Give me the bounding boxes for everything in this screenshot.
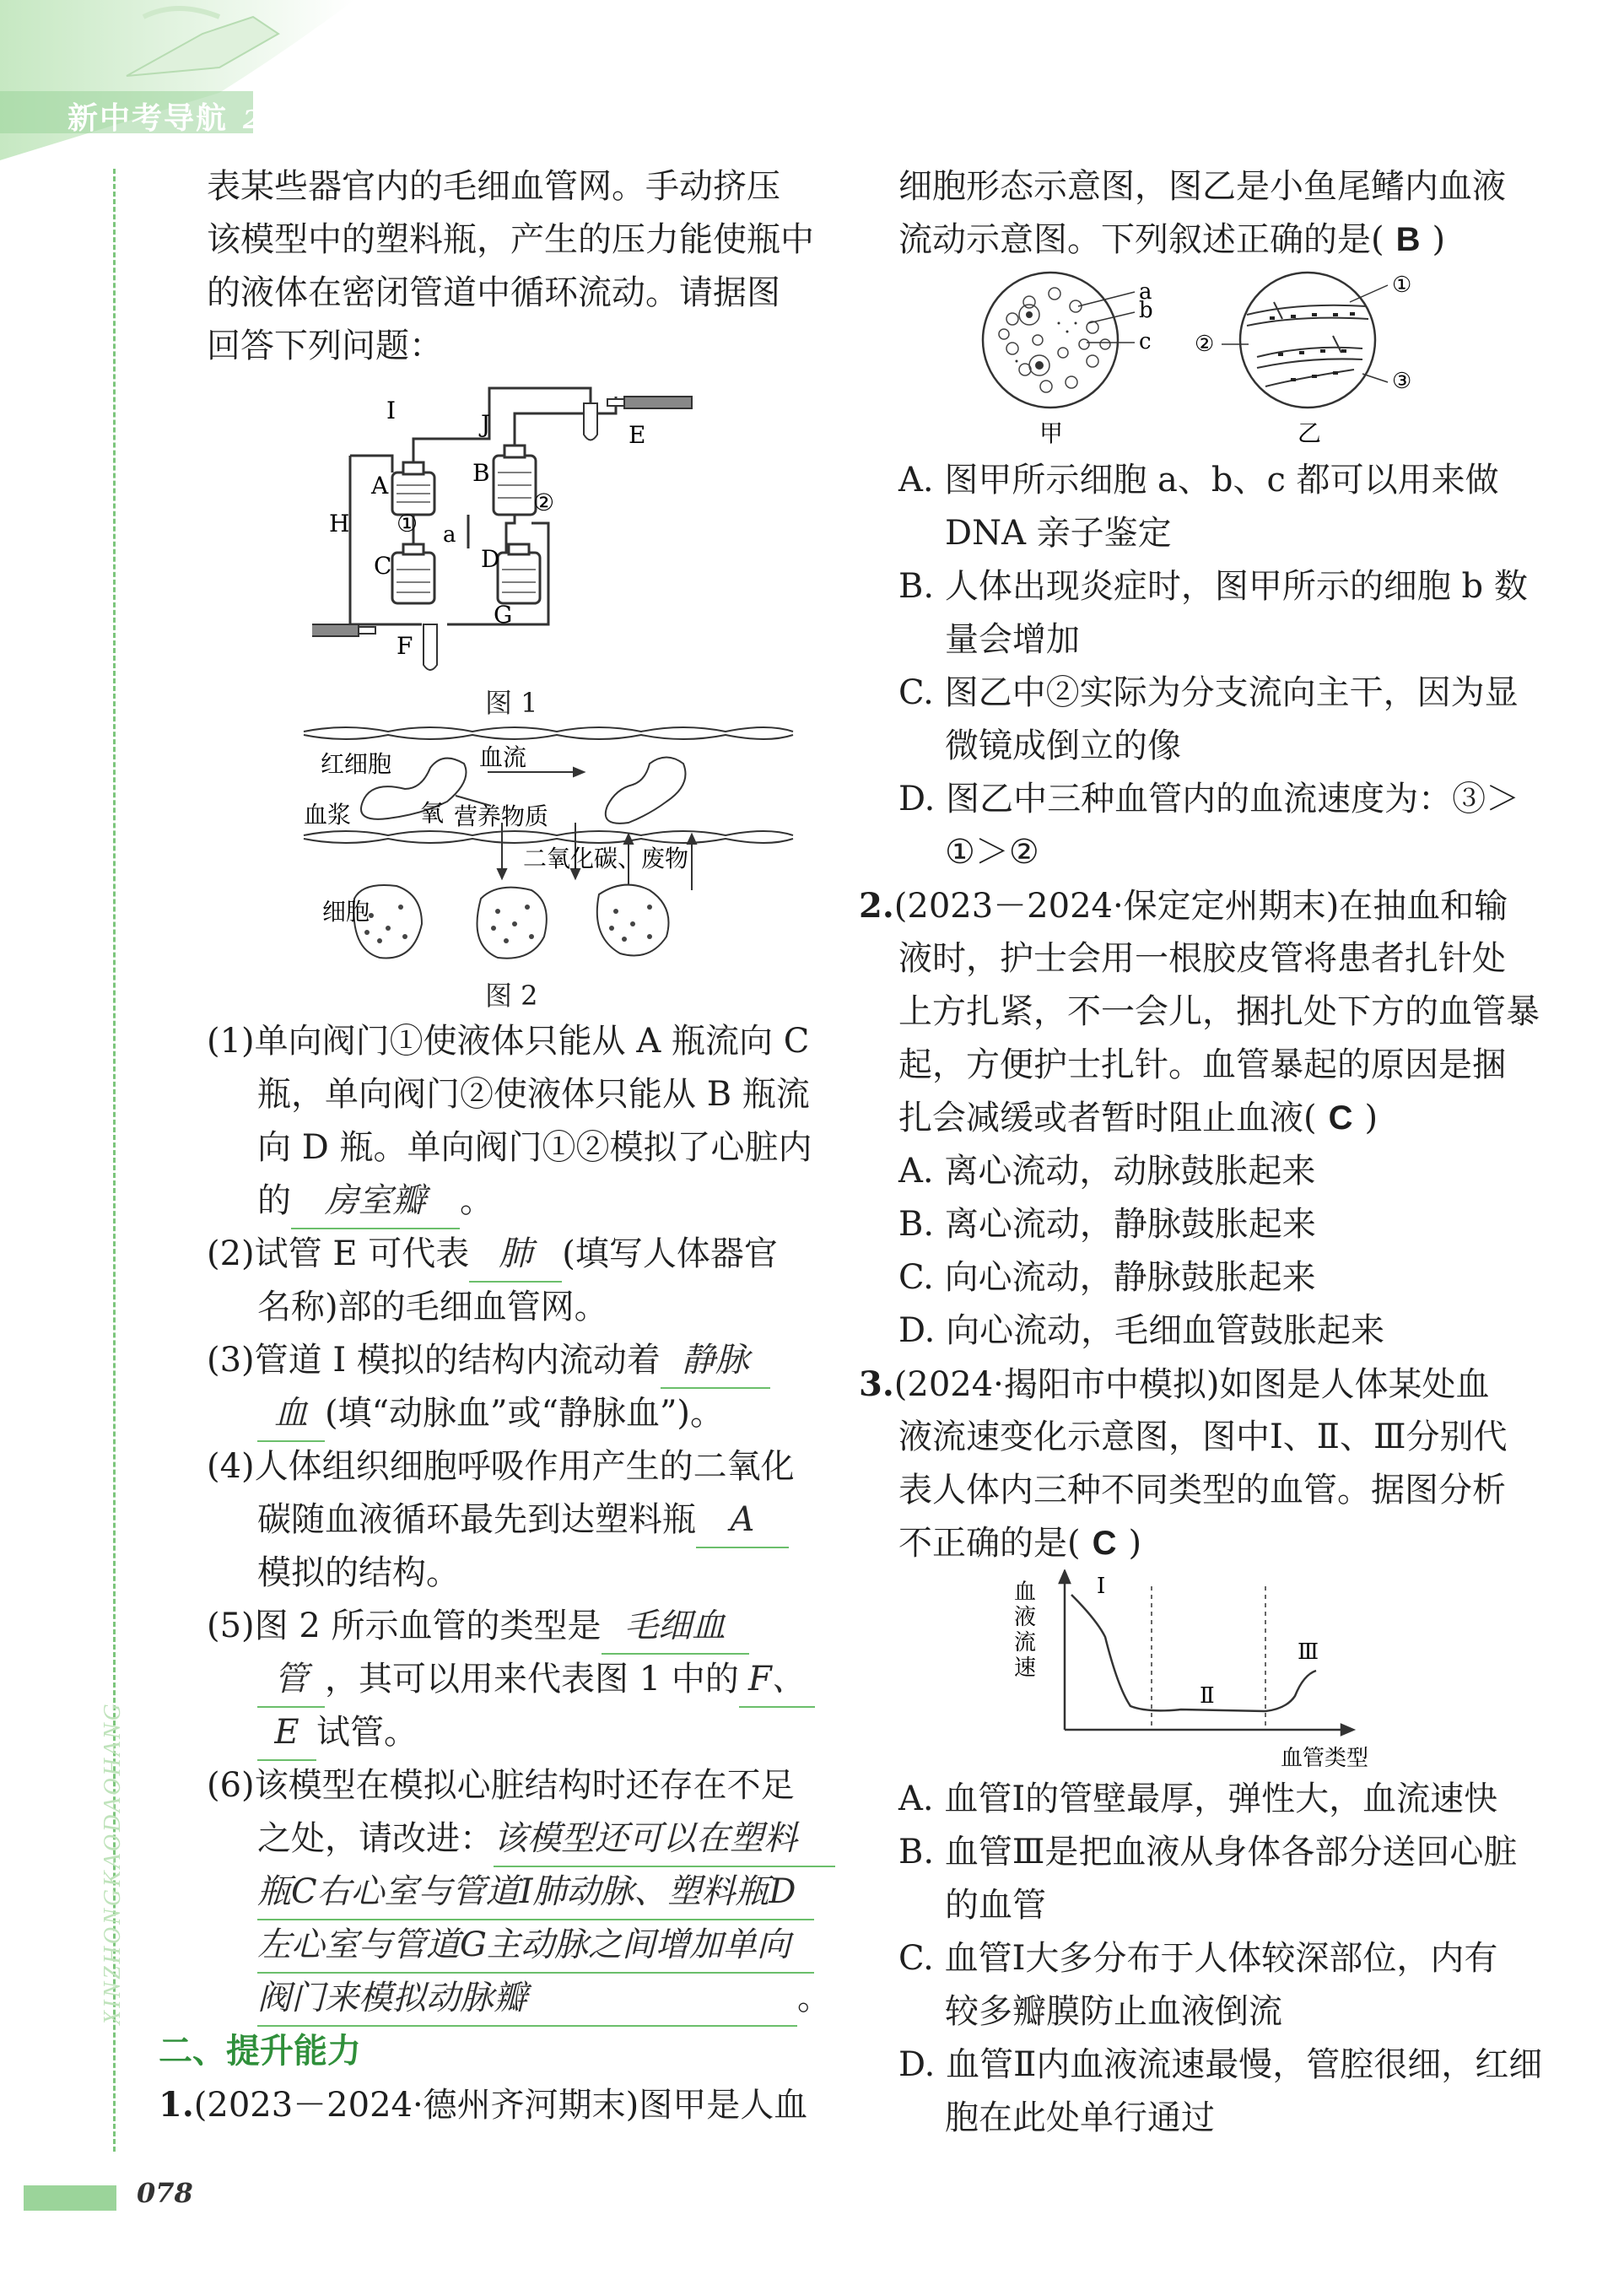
- figure-2-caption: 图 2: [485, 980, 538, 1012]
- p2-text-5: 扎会减缓或者暂时阻止血液(: [898, 1099, 1317, 1137]
- q4-line-2: [257, 1493, 789, 1548]
- graph-ylabel-3: 流: [1014, 1630, 1037, 1655]
- p3-answer: C: [1092, 1525, 1117, 1562]
- p1-close: ): [1432, 220, 1446, 259]
- p3-text-1: (2024·揭阳市中模拟)如图是人体某处血: [893, 1365, 1490, 1404]
- fig2-label-cell: 细胞: [322, 898, 370, 926]
- p2-answer: C: [1328, 1099, 1353, 1137]
- q5-answer-1: 毛细血: [602, 1600, 749, 1655]
- q6-answer-4: 阀门来模拟动脉瓣: [257, 1972, 797, 2027]
- q3-answer-2: 血: [257, 1387, 325, 1442]
- q2-answer: 肺: [469, 1228, 562, 1283]
- p3-option-c-line-1: C. 血管Ⅰ大多分布于人体较深部位，内有: [898, 1939, 1498, 1978]
- p3-option-c-line-2: 较多瓣膜防止血液倒流: [945, 1992, 1282, 2031]
- q2-text: (2)试管 E 可代表: [207, 1234, 470, 1273]
- header-title-text: 新中考导航: [67, 100, 229, 135]
- fig1-label-J: J: [481, 410, 491, 438]
- q3-answer-1: 静脉: [661, 1334, 770, 1389]
- p3-line-3: 表人体内三种不同类型的血管。据图分析: [898, 1471, 1506, 1510]
- p3-line-4: [898, 1517, 1141, 1570]
- p1-option-c-line-2: 微镜成倒立的像: [945, 726, 1181, 765]
- graph-ylabel-2: 液: [1014, 1605, 1037, 1630]
- section-heading: 二、提升能力: [159, 2033, 361, 2070]
- q5-line-2: [257, 1653, 815, 1708]
- p2-close: ): [1364, 1099, 1379, 1137]
- p1-option-a-line-2: DNA 亲子鉴定: [945, 514, 1172, 553]
- yi-label-circle2: ②: [1195, 332, 1215, 357]
- p1-option-a-line-1: A. 图甲所示细胞 a、b、c 都可以用来做: [898, 461, 1499, 500]
- q6-line-4: [257, 1919, 814, 1974]
- p2-number: 2.: [859, 886, 894, 926]
- p3-line-2: 液流速变化示意图，图中Ⅰ、Ⅱ、Ⅲ分别代: [898, 1418, 1508, 1456]
- p3-option-b-line-2: 的血管: [945, 1886, 1046, 1925]
- tissue-cell-3: [597, 885, 669, 956]
- p1-option-b-line-2: 量会增加: [945, 620, 1080, 659]
- fig2-label-plasma: 血浆: [304, 801, 352, 829]
- header-year: 2025: [243, 105, 321, 135]
- yi-label: 乙: [1298, 419, 1322, 447]
- q5-line-1: [207, 1600, 749, 1655]
- q3-text: (3)管道 I 模拟的结构内流动着: [207, 1341, 661, 1380]
- p2-line-2: 液时，护士会用一根胶皮管将患者扎针处: [898, 939, 1506, 978]
- jia-label-c: c: [1139, 329, 1152, 354]
- test-tube-E: [584, 403, 597, 440]
- q5-text-c: 试管。: [316, 1713, 418, 1752]
- p1-cont-line-1: 细胞形态示意图，图乙是小鱼尾鳍内血液: [898, 167, 1506, 206]
- graph-xlabel: 血管类型: [1281, 1746, 1369, 1771]
- footer-bar: [24, 2185, 116, 2211]
- test-tube-F: [424, 624, 437, 670]
- intro-line-3: 的液体在密闭管道中循环流动。请据图: [207, 273, 780, 312]
- fig2-label-co2: 二氧化碳、废物: [523, 845, 689, 872]
- p3-number: 3.: [859, 1364, 894, 1404]
- fig1-label-B: B: [472, 459, 490, 487]
- q5-answer-2: 管: [257, 1653, 325, 1708]
- fig2-label-flow: 血流: [479, 743, 527, 771]
- fig1-label-circle1: ①: [397, 510, 418, 537]
- q2-line-1: [207, 1228, 778, 1283]
- p3-option-d-line-2: 胞在此处单行通过: [945, 2098, 1215, 2137]
- fig1-label-circle2: ②: [533, 489, 555, 516]
- p2-option-d: D. 向心流动，毛细血管鼓胀起来: [898, 1311, 1385, 1350]
- fig2-label-rbc: 红细胞: [321, 750, 392, 778]
- q6-line-2: [257, 1812, 835, 1867]
- jia-label: 甲: [1039, 419, 1064, 447]
- fig1-label-a: a: [443, 522, 456, 548]
- header-title: [67, 95, 321, 138]
- q3-line-2: [257, 1387, 724, 1442]
- syringe-bottom: [312, 624, 375, 636]
- fig1-label-E: E: [629, 421, 646, 449]
- yi-label-circle1: ①: [1392, 273, 1412, 298]
- fig2-label-nutrients: 营养物质: [454, 802, 549, 830]
- q4-text: 碳随血液循环最先到达塑料瓶: [257, 1500, 696, 1539]
- header-decoration: [0, 0, 422, 177]
- p2-line-5: [898, 1092, 1378, 1145]
- p3-line-1: [859, 1358, 1490, 1412]
- p1-answer: B: [1395, 221, 1421, 258]
- q3-line-1: [207, 1334, 770, 1389]
- q1-line-2: 瓶，单向阀门②使液体只能从 B 瓶流: [257, 1075, 810, 1114]
- p2-line-3: 上方扎紧，不一会儿，捆扎处下方的血管暴: [898, 992, 1540, 1031]
- intro-line-4: 回答下列问题：: [207, 327, 443, 365]
- p1-text: (2023－2024·德州齐河期末)图甲是人血: [193, 2086, 808, 2125]
- figure-2-capillary: [295, 721, 801, 970]
- q4-answer: A: [696, 1493, 789, 1548]
- figure-yi-tail-fin: [1195, 273, 1411, 447]
- q6-end: 。: [797, 1979, 831, 2017]
- bottle-D: [498, 544, 540, 603]
- p1-option-d-line-1: D. 图乙中三种血管内的血流速度为：③＞: [898, 780, 1520, 818]
- q6-answer-3: 左心室与管道G主动脉之间增加单向: [257, 1919, 814, 1974]
- q5-answer-4: E: [257, 1706, 316, 1761]
- header-ship-graphic: [0, 0, 422, 177]
- blood-flow-speed-graph: [1012, 1569, 1400, 1772]
- q1-line-1: (1)单向阀门①使液体只能从 A 瓶流向 C: [207, 1022, 810, 1061]
- q4-line-3: 模拟的结构。: [257, 1553, 460, 1592]
- fig1-label-I: I: [386, 397, 397, 424]
- fig2-label-oxygen: 氧: [420, 799, 445, 827]
- intro-line-2: 该模型中的塑料瓶，产生的压力能使瓶中: [207, 220, 814, 259]
- q5-text-b: ，其可以用来代表图 1 中的: [325, 1660, 739, 1699]
- graph-label-III: Ⅲ: [1298, 1639, 1319, 1665]
- graph-ylabel-4: 速: [1014, 1655, 1037, 1681]
- figure-1-model: [312, 371, 709, 675]
- p3-close: ): [1128, 1524, 1142, 1563]
- fig1-label-C: C: [374, 552, 392, 580]
- q1-text: 的: [257, 1181, 291, 1220]
- fig1-label-G: G: [494, 601, 513, 629]
- bottle-B: [494, 446, 536, 515]
- figure-jia-blood-smear: [983, 273, 1153, 447]
- p1-cont-line-2: [898, 213, 1445, 267]
- q1-line-4: [257, 1175, 494, 1229]
- p1-option-c-line-1: C. 图乙中②实际为分支流向主干，因为显: [898, 673, 1519, 712]
- bottle-C: [392, 544, 434, 603]
- p2-option-b: B. 离心流动，静脉鼓胀起来: [898, 1205, 1316, 1244]
- p3-option-a: A. 血管Ⅰ的管壁最厚，弹性大，血流速快: [898, 1780, 1498, 1818]
- p2-text-1: (2023－2024·保定定州期末)在抽血和输: [893, 887, 1508, 926]
- tissue-cell-2: [477, 888, 547, 959]
- graph-label-II: Ⅱ: [1200, 1683, 1215, 1709]
- figure-1-caption: 图 1: [485, 687, 538, 719]
- fig1-label-D: D: [481, 545, 500, 573]
- p2-line-1: [859, 879, 1508, 933]
- p2-line-4: 起，方便护士扎针。血管暴起的原因是捆: [898, 1045, 1506, 1084]
- q6-line-1: (6)该模型在模拟心脏结构时还存在不足: [207, 1766, 795, 1805]
- page-number: 078: [137, 2177, 193, 2209]
- p3-text-4: 不正确的是(: [898, 1524, 1081, 1563]
- q5-line-3: [257, 1706, 418, 1761]
- yi-label-circle3: ③: [1392, 369, 1412, 394]
- p3-option-d-line-1: D. 血管Ⅱ内血液流速最慢，管腔很细，红细: [898, 2045, 1543, 2084]
- q6-text: 之处，请改进：: [257, 1819, 494, 1858]
- graph-label-I: Ⅰ: [1097, 1574, 1106, 1599]
- bottle-A: [392, 462, 434, 515]
- p2-option-c: C. 向心流动，静脉鼓胀起来: [898, 1258, 1316, 1297]
- intro-line-1: 表某些器官内的毛细血管网。手动挤压: [207, 167, 780, 206]
- q6-answer-1: 该模型还可以在塑料: [494, 1812, 835, 1867]
- q4-line-1: (4)人体组织细胞呼吸作用产生的二氧化: [207, 1447, 795, 1486]
- syringe-top: [607, 397, 692, 408]
- q1-answer: 房室瓣: [291, 1175, 460, 1229]
- figure-jia-yi: [979, 268, 1451, 450]
- p1-number: 1.: [159, 2085, 194, 2125]
- p2-option-a: A. 离心流动，动脉鼓胀起来: [898, 1152, 1316, 1191]
- q6-answer-2: 瓶C右心室与管道I肺动脉、塑料瓶D: [257, 1866, 814, 1920]
- graph-ylabel-1: 血: [1014, 1580, 1037, 1605]
- q5-answer-3: F、: [739, 1653, 815, 1708]
- fig1-label-H: H: [329, 510, 350, 537]
- q2-text-b: (填写人体器官: [562, 1234, 778, 1273]
- jia-label-a: a: [1139, 279, 1152, 305]
- q5-text: (5)图 2 所示血管的类型是: [207, 1607, 602, 1645]
- p1-line-1: [159, 2078, 807, 2132]
- q3-text-b: (填“动脉血”或“静脉血”)。: [325, 1394, 725, 1433]
- p3-option-b-line-1: B. 血管Ⅲ是把血液从身体各部分送回心脏: [898, 1833, 1518, 1871]
- fig1-label-F: F: [397, 632, 413, 660]
- jia-label-b: b: [1139, 298, 1153, 323]
- q6-line-3: [257, 1866, 814, 1920]
- p1-option-d-line-2: ①＞②: [945, 833, 1039, 872]
- p1-cont-text: 流动示意图。下列叙述正确的是(: [898, 220, 1384, 259]
- pipe-J: [515, 397, 616, 456]
- p1-option-b-line-1: B. 人体出现炎症时，图甲所示的细胞 b 数: [898, 567, 1528, 606]
- q2-line-2: 名称)部的毛细血管网。: [257, 1288, 608, 1326]
- q1-line-3: 向 D 瓶。单向阀门①②模拟了心脏内: [257, 1128, 812, 1167]
- q6-line-5: [257, 1972, 831, 2027]
- fig1-label-A: A: [371, 472, 389, 500]
- q1-end: 。: [460, 1181, 494, 1220]
- flow-speed-curve: [1071, 1595, 1316, 1711]
- side-text: XINZHONGKAODAOHANG: [100, 1701, 126, 2025]
